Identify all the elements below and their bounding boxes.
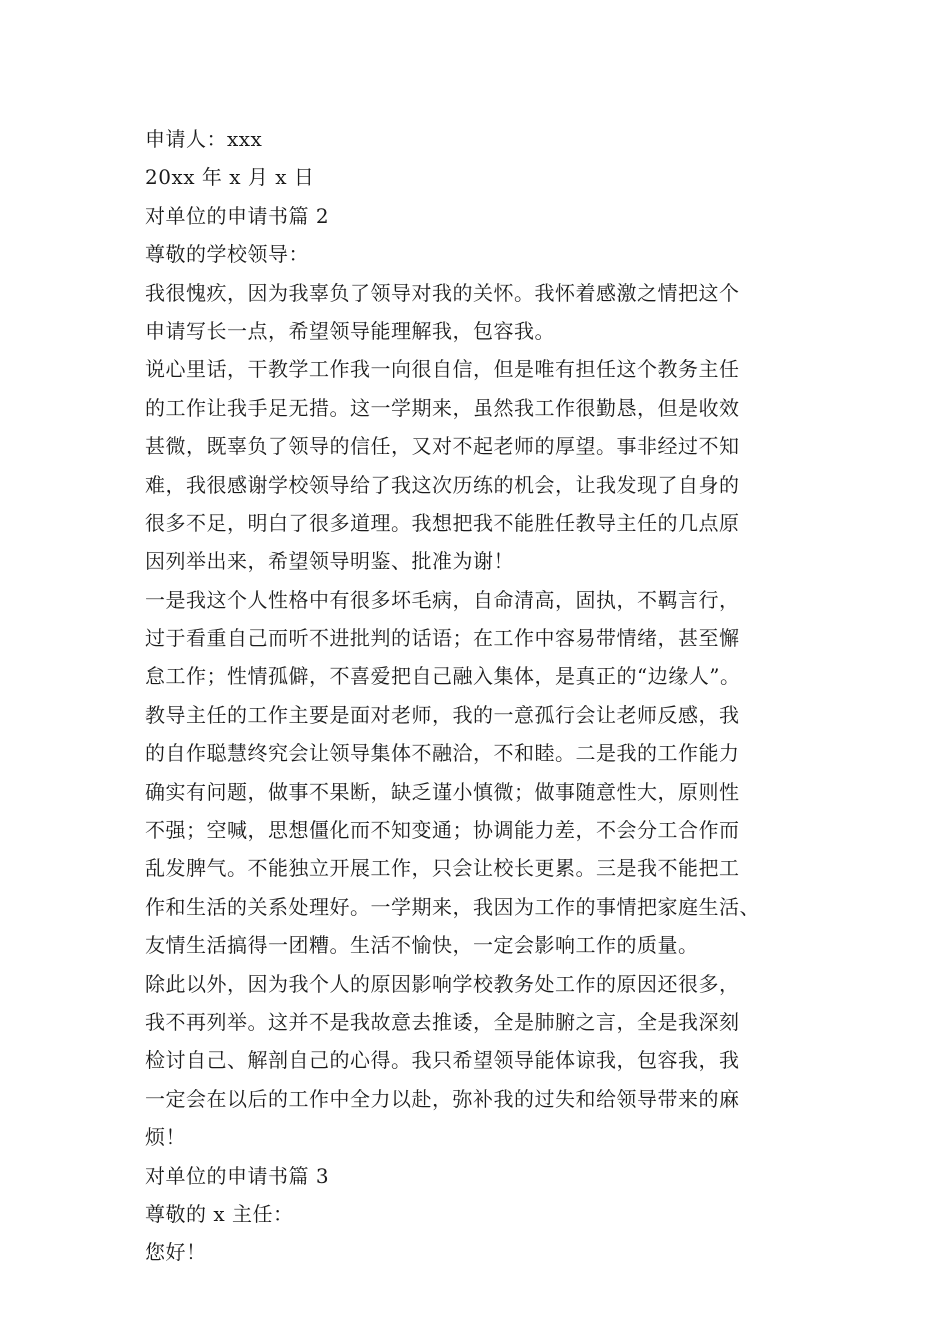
paragraph-line: 的自作聪慧终究会让领导集体不融洽，不和睦。二是我的工作能力 <box>145 741 740 766</box>
paragraph-line: 申请写长一点，希望领导能理解我，包容我。 <box>145 318 555 343</box>
paragraph-line: 怠工作；性情孤僻，不喜爱把自己融入集体，是真正的“边缘人”。 <box>145 664 741 689</box>
paragraph-line: 一定会在以后的工作中全力以赴，弥补我的过失和给领导带来的麻 <box>145 1086 740 1111</box>
paragraph-line: 过于看重自己而听不进批判的话语；在工作中容易带情绪，甚至懈 <box>145 626 740 651</box>
paragraph-line: 不强；空喊，思想僵化而不知变通；协调能力差，不会分工合作而 <box>145 818 740 843</box>
paragraph-line: 教导主任的工作主要是面对老师，我的一意孤行会让老师反感，我 <box>145 702 740 727</box>
paragraph-line: 很多不足，明白了很多道理。我想把我不能胜任教导主任的几点原 <box>145 510 740 535</box>
paragraph-line: 确实有问题，做事不果断，缺乏谨小慎微；做事随意性大，原则性 <box>145 779 740 804</box>
paragraph-line: 烦！ <box>145 1125 186 1150</box>
date-line: 20xx 年 x 月 x 日 <box>145 165 315 190</box>
paragraph-line: 乱发脾气。不能独立开展工作，只会让校长更累。三是我不能把工 <box>145 856 740 881</box>
paragraph-line: 除此以外，因为我个人的原因影响学校教务处工作的原因还很多， <box>145 971 740 996</box>
paragraph-line: 一是我这个人性格中有很多坏毛病，自命清高，固执，不羁言行， <box>145 587 740 612</box>
document-body <box>145 120 825 1272</box>
greeting: 您好！ <box>145 1240 207 1265</box>
paragraph-line: 我很愧疚，因为我辜负了领导对我的关怀。我怀着感激之情把这个 <box>145 280 740 305</box>
paragraph-line: 的工作让我手足无措。这一学期来，虽然我工作很勤恳，但是收效 <box>145 395 740 420</box>
applicant-line: 申请人：xxx <box>145 127 263 151</box>
section-title: 对单位的申请书篇 3 <box>145 1163 330 1188</box>
paragraph-line: 说心里话，干教学工作我一向很自信，但是唯有担任这个教务主任 <box>145 357 740 382</box>
paragraph-line: 我不再列举。这并不是我故意去推诿，全是肺腑之言，全是我深刻 <box>145 1009 740 1034</box>
salutation: 尊敬的学校领导： <box>145 242 309 267</box>
salutation: 尊敬的 x 主任： <box>145 1201 294 1226</box>
paragraph-line: 甚微，既辜负了领导的信任，又对不起老师的厚望。事非经过不知 <box>145 434 740 459</box>
paragraph-line: 因列举出来，希望领导明鉴、批准为谢！ <box>145 549 514 574</box>
paragraph-line: 作和生活的关系处理好。一学期来，我因为工作的事情把家庭生活、 <box>145 894 760 919</box>
paragraph-line: 友情生活搞得一团糟。生活不愉快，一定会影响工作的质量。 <box>145 933 699 958</box>
paragraph-line: 难，我很感谢学校领导给了我这次历练的机会，让我发现了自身的 <box>145 472 740 497</box>
section-title: 对单位的申请书篇 2 <box>145 203 330 228</box>
paragraph-line: 检讨自己、解剖自己的心得。我只希望领导能体谅我，包容我，我 <box>145 1048 740 1073</box>
